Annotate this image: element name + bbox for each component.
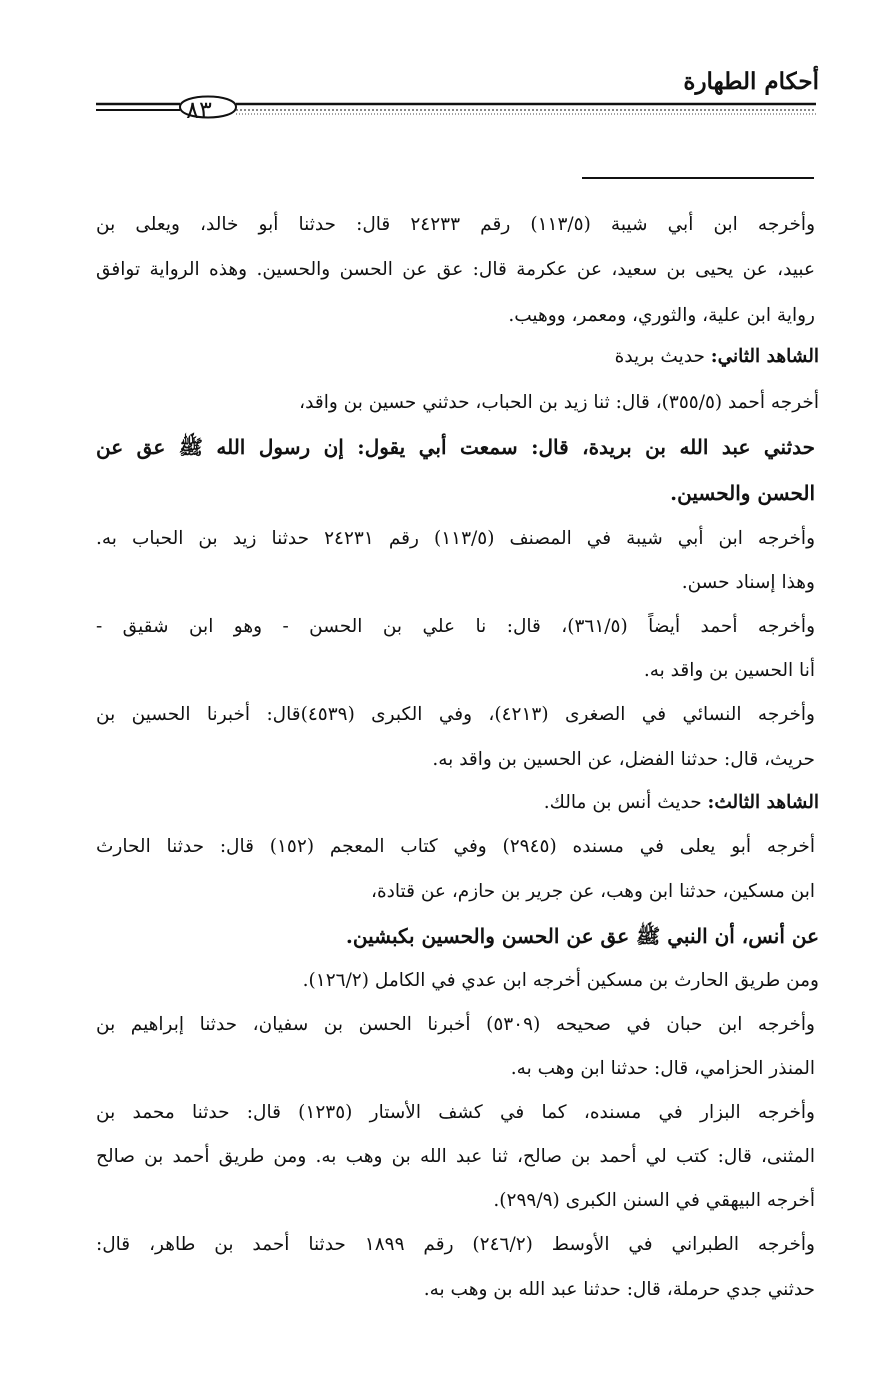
section-heading: الشاهد الثاني:	[710, 346, 819, 367]
text-line: أخرجه أحمد (٣٥٥/٥)، قال: ثنا زيد بن الحباب، حدثني حسين بن واقد،	[299, 392, 819, 413]
hadith-text-line: حدثني عبد الله بن بريدة، قال: سمعت أبي يقول: إن رسول الله ﷺ عق عن	[96, 435, 815, 459]
text-line: حريث، قال: حدثنا الفضل، عن الحسين بن واقد به.	[432, 749, 815, 770]
text-line: عبيد، عن يحيى بن سعيد، عن عكرمة قال: عق عن الحسن والحسين. وهذه الرواية توافق	[96, 259, 815, 280]
text-line: رواية ابن علية، والثوري، ومعمر، ووهيب.	[508, 305, 815, 326]
text-line: الشاهد الثالث: حديث أنس بن مالك.	[543, 792, 819, 813]
text-line: وأخرجه ابن حبان في صحيحه (٥٣٠٩) أخبرنا الحسن بن سفيان، حدثنا إبراهيم بن	[96, 1014, 815, 1035]
text-line: وهذا إسناد حسن.	[681, 572, 815, 593]
section-divider	[582, 177, 814, 179]
hadith-text-line: عن أنس، أن النبي ﷺ عق عن الحسن والحسين بكبشين.	[345, 924, 819, 948]
text-line: الشاهد الثاني: حديث بريدة	[614, 346, 819, 367]
page-number: ٨٣	[186, 96, 212, 124]
text-line: ابن مسكين، حدثنا ابن وهب، عن جرير بن حازم، عن قتادة،	[370, 881, 815, 902]
text-line: المثنى، قال: كتب لي أحمد بن صالح، ثنا عبد الله بن وهب به. ومن طريق أحمد بن صالح	[96, 1146, 815, 1167]
text-line: أخرجه البيهقي في السنن الكبرى (٢٩٩/٩).	[493, 1190, 815, 1211]
text-line: أنا الحسين بن واقد به.	[643, 660, 815, 681]
text-line: وأخرجه النسائي في الصغرى (٤٢١٣)، وفي الكبرى (٤٥٣٩)قال: أخبرنا الحسين بن	[96, 704, 815, 725]
text-line: وأخرجه الطبراني في الأوسط (٢٤٦/٢) رقم ١٨٩٩ حدثنا أحمد بن طاهر، قال:	[96, 1234, 815, 1255]
text-line: وأخرجه ابن أبي شيبة (١١٣/٥) رقم ٢٤٢٣٣ قال: حدثنا أبو خالد، ويعلى بن	[96, 214, 815, 235]
section-heading: الشاهد الثالث:	[707, 792, 819, 813]
text-line: وأخرجه البزار في مسنده، كما في كشف الأستار (١٢٣٥) قال: حدثنا محمد بن	[96, 1102, 815, 1123]
hadith-text-line: الحسن والحسين.	[670, 481, 815, 505]
text-line: المنذر الحزامي، قال: حدثنا ابن وهب به.	[510, 1058, 815, 1079]
text-line: وأخرجه ابن أبي شيبة في المصنف (١١٣/٥) رقم ٢٤٢٣١ حدثنا زيد بن الحباب به.	[96, 528, 815, 549]
book-title: أحكام الطهارة	[683, 68, 819, 95]
text-line: أخرجه أبو يعلى في مسنده (٢٩٤٥) وفي كتاب المعجم (١٥٢) قال: حدثنا الحارث	[96, 836, 815, 857]
text-line: وأخرجه أحمد أيضاً (٣٦١/٥)، قال: نا علي بن الحسن - وهو ابن شقيق -	[96, 616, 815, 637]
text-line: ومن طريق الحارث بن مسكين أخرجه ابن عدي في الكامل (١٢٦/٢).	[302, 970, 819, 991]
text-line: حدثني جدي حرملة، قال: حدثنا عبد الله بن وهب به.	[423, 1279, 815, 1300]
